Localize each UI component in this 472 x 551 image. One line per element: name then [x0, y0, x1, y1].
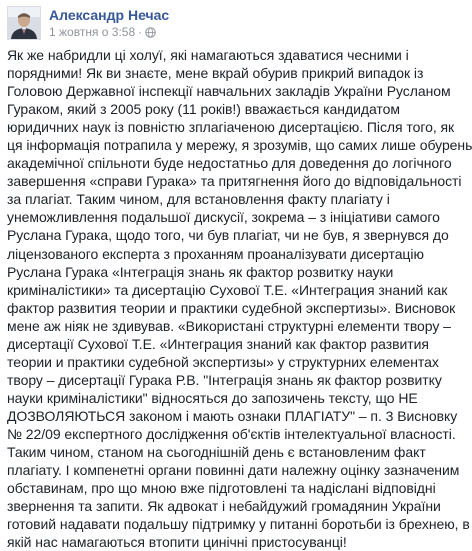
post-text-line: теории и практики судебной экспертизы» у структурних елементах — [7, 353, 439, 370]
post-text-line: юридичних наук із повністю зплагіаченою дисертацією. Після того, як — [7, 119, 455, 136]
post-text-line: якій нас намагаються втопити цинічні пристосуванці! — [7, 534, 347, 551]
post-text-line: за плагіат. Таким чином, для встановлення факту плагіату і — [7, 191, 390, 208]
post-text-line: Гураком, який з 2005 року (11 років!) вважається кандидатом — [7, 101, 400, 118]
post-text-line: унеможливлення подальшої дискусії, зокрема – з ініціативи самого — [7, 209, 440, 226]
post-timestamp[interactable]: 1 жовтня о 3:58 — [49, 25, 136, 39]
post-subline — [49, 24, 169, 40]
meta-separator: · — [138, 25, 143, 39]
post-body — [7, 46, 472, 551]
post-text-line: ДОЗВОЛЯЮТЬСЯ законом і мають ознаки ПЛАГІАТУ" – п. 3 Висновку — [7, 407, 458, 424]
post-text-line: криміналістики» та дисертацію Сухової Т.Е. «Интеграция знаний как — [7, 281, 448, 298]
post-meta — [49, 6, 169, 40]
post-header — [7, 6, 433, 46]
post-text-line: академічної спільноти буде недостатньо для доведення до логічного — [7, 155, 452, 172]
author-avatar[interactable] — [7, 6, 41, 40]
post-text-line: твору – дисертації Гурака Р.В. "Інтеграція знань як фактор розвитку — [7, 371, 442, 388]
post-text-line: Таким чином, станом на сьогоднішній день є встановленим факт — [7, 444, 426, 461]
post-text-line: Руслана Гурака «Інтеграція знань як фактор розвитку науки — [7, 263, 394, 280]
person-silhouette-icon — [8, 7, 40, 39]
post-text-line: ця інформація потрапила у мережу, я зрозумів, що самих лише обурень — [7, 137, 472, 154]
post-text-line: фактор развития теории и практики судебной экспертизы». Висновок — [7, 299, 456, 316]
post-text-line: готовий надавати подальшу підтримку у питанні боротьби із брехнею, в — [7, 516, 470, 533]
post-text-line: Руслана Гурака, щодо того, чи був плагіат, чи не був, я звернувся до — [7, 227, 449, 244]
globe-icon[interactable] — [145, 27, 156, 38]
post-text-line: обставинам, про що мною вже підготовлені та надіслані відповідні — [7, 480, 436, 497]
post-text-line: дисертації Сухової Т.Е. «Интеграция знаний как фактор развития — [7, 335, 429, 352]
post-text-line: завершення «справи Гурака» та притягнення його до відповідальності — [7, 173, 462, 190]
author-name[interactable]: Александр Нечас — [49, 7, 170, 23]
post-text-line: мене аж ніяк не здивував. «Використані структурні елементи твору – — [7, 317, 451, 334]
post-text-line: плагіату. І компенетні органи повинні дати належну оцінку зазначеним — [7, 462, 460, 479]
post-text-line: науки криміналістики" відносяться до запозичень тексту, що НЕ — [7, 389, 418, 406]
post-text-line: ліцензованого експерта з проханням проаналізувати дисертацію — [7, 245, 424, 262]
post-text-line: Головою Державної інспекції навчальних закладів України Русланом — [7, 83, 451, 100]
post-text-line: № 22/09 експертного дослідження об'єктів інтелектуальної власності. — [7, 425, 456, 442]
post-text-line: порядними! Як ви знаєте, мене вкрай обурив прикрий випадок із — [7, 65, 424, 82]
post-text-line: Як же набридли ці холуї, які намагаються здаватися чесними і — [7, 47, 409, 63]
post-text-line: звернення та запити. Як адвокат і небайдужий громадянин України — [7, 498, 441, 515]
